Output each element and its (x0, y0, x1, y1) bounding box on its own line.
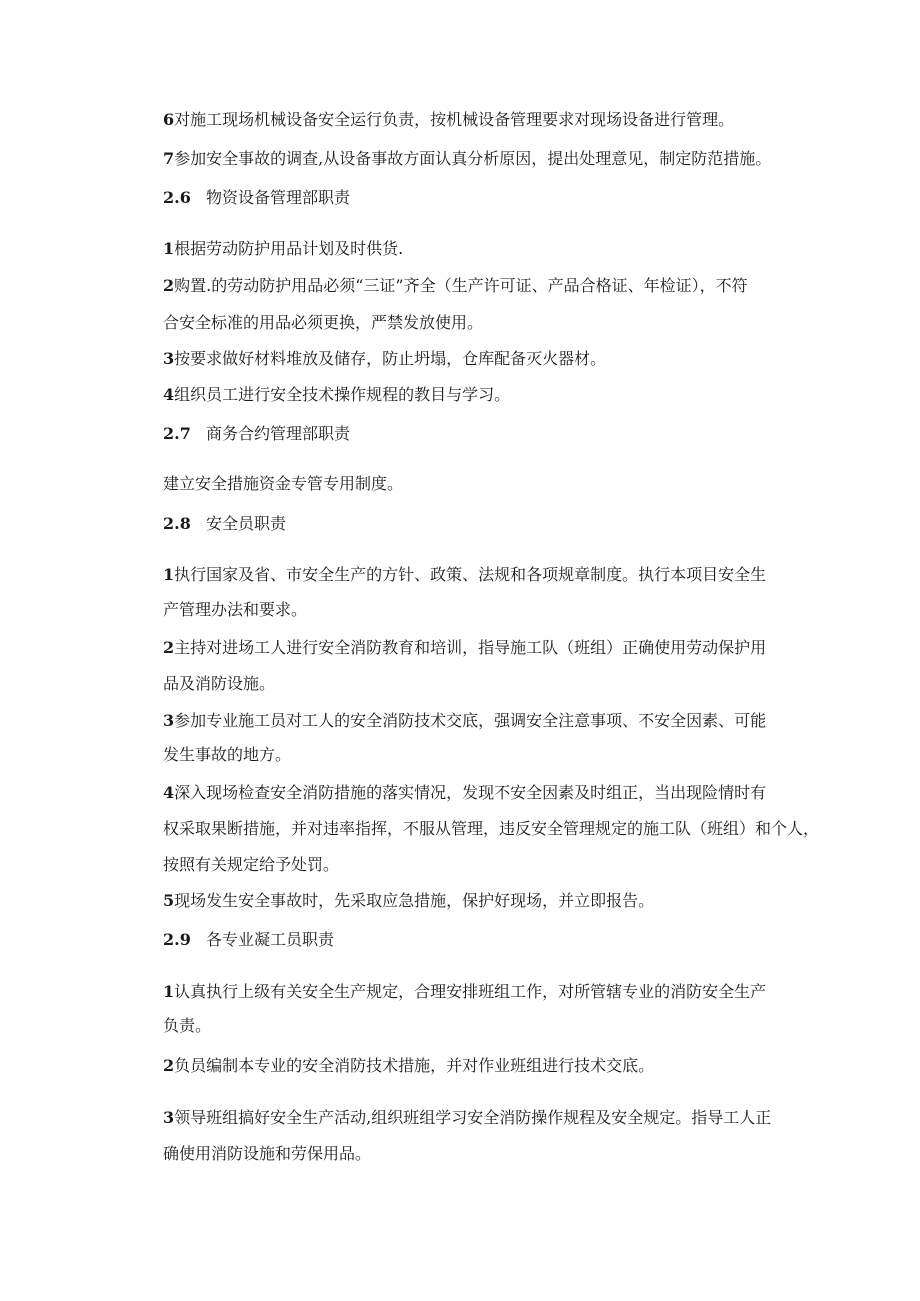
list-item: 3领导班组搞好安全生产活动,组织班组学习安全消防操作规程及安全规定。指导工人正 (163, 1108, 772, 1127)
list-item: 6对施工现场机械设备安全运行负责，按机械设备管理要求对现场设备进行管理。 (163, 110, 735, 129)
list-item-continuation: 按照有关规定给予处罚。 (163, 855, 340, 874)
section-heading: 2.6 物资设备管理部职责 (163, 188, 351, 207)
list-item: 4组织员工进行安全技术操作规程的教目与学习。 (163, 385, 511, 404)
list-item: 3按要求做好材料堆放及储存，防止坍塌，仓库配备灭火器材。 (163, 349, 607, 368)
list-item-continuation: 权采取果断措施，并对违率指挥，不服从管理，违反安全管理规定的施工队（班组）和个人， (163, 819, 820, 838)
section-heading: 2.8 安全员职责 (163, 514, 287, 533)
list-item-continuation: 合安全标准的用品必须更换，严禁发放使用。 (163, 313, 484, 332)
section-heading: 2.9 各专业凝工员职责 (163, 930, 335, 949)
list-item: 7参加安全事故的调查,从设备事故方面认真分析原因，提出处理意见，制定防范措施。 (163, 149, 772, 168)
list-item: 2主持对进场工人进行安全消防教育和培训，指导施工队（班组）正确使用劳动保护用 (163, 638, 767, 657)
paragraph: 建立安全措施资金专管专用制度。 (163, 474, 404, 493)
list-item-continuation: 品及消防设施。 (163, 674, 276, 693)
list-item-continuation: 负责。 (163, 1016, 212, 1035)
list-item-continuation: 发生事故的地方。 (163, 745, 292, 764)
list-item-continuation: 确使用消防设施和劳保用品。 (163, 1144, 372, 1163)
list-item: 1认真执行上级有关安全生产规定，合理安排班组工作，对所管辖专业的消防安全生产 (163, 982, 767, 1001)
list-item: 2购置.的劳动防护用品必须“三证”齐全（生产许可证、产品合格证、年检证），不符 (163, 276, 748, 295)
list-item: 5现场发生安全事故时，先采取应急措施，保护好现场，并立即报告。 (163, 891, 655, 910)
list-item: 1执行国家及省、市安全生产的方针、政策、法规和各项规章制度。执行本项目安全生 (163, 565, 767, 584)
list-item: 3参加专业施工员对工人的安全消防技术交底，强调安全注意事项、不安全因素、可能 (163, 711, 767, 730)
list-item: 2负员编制本专业的安全消防技术措施，并对作业班组进行技术交底。 (163, 1056, 655, 1075)
list-item-continuation: 产管理办法和要求。 (163, 600, 308, 619)
section-heading: 2.7 商务合约管理部职责 (163, 424, 351, 443)
list-item: 4深入现场检查安全消防措施的落实情况，发现不安全因素及时组正，当出现险情时有 (163, 783, 767, 802)
list-item: 1根据劳动防护用品计划及时供货. (163, 239, 404, 258)
